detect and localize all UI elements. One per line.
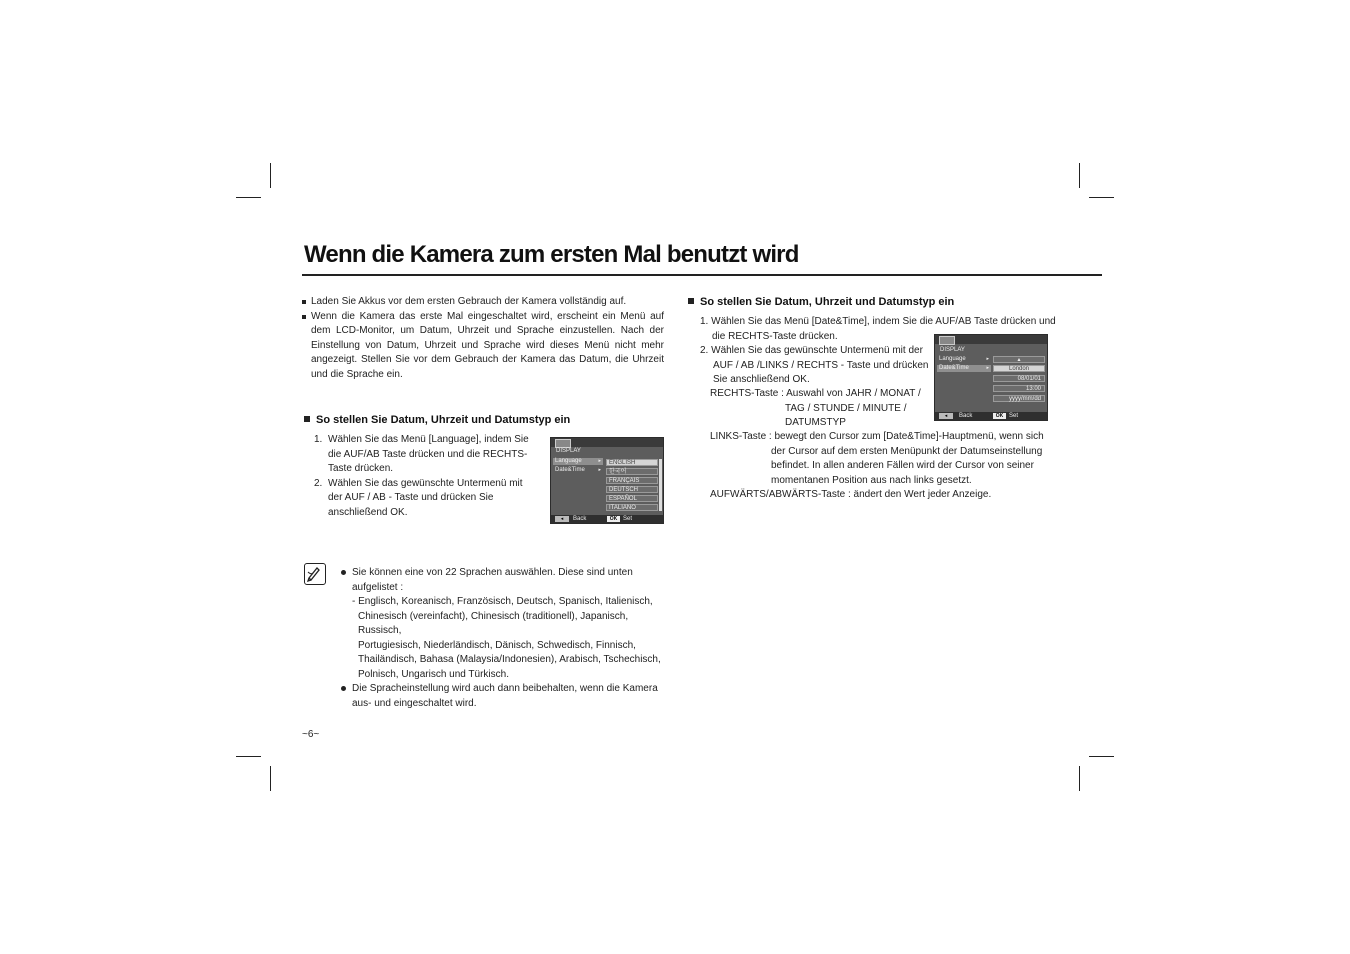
language-option: DEUTSCH xyxy=(606,486,658,493)
menu-item-datetime: Date&Time ▸ xyxy=(555,467,601,473)
crop-mark xyxy=(236,197,261,198)
right-step-1: 1. Wählen Sie das Menü [Date&Time], indem Sie die AUF/AB Taste drücken und die RECHTS-Taste drücken. xyxy=(700,316,1056,342)
left-steps xyxy=(314,433,536,520)
crop-mark xyxy=(1079,766,1080,791)
intro-item: Laden Sie Akkus vor dem ersten Gebrauch der Kamera vollständig auf. xyxy=(302,295,664,310)
crop-mark xyxy=(270,163,271,188)
crop-mark xyxy=(1089,756,1114,757)
page-number: ~6~ xyxy=(302,729,320,740)
camera-screen-datetime: DISPLAY Language ▸ Date&Time ▸ ▴ London 08/01/01 13:00 yyyy/mm/dd ◂ Back OK Set xyxy=(934,334,1048,421)
section-heading-left: So stellen Sie Datum, Uhrzeit und Datumstyp ein xyxy=(304,414,570,426)
menu-item-datetime: Date&Time ▸ xyxy=(939,365,989,371)
step: 1. Wählen Sie das Menü [Language], indem Sie die AUF/AB Taste drücken und die RECHTS-Taste drücken. xyxy=(314,434,529,474)
rechts-key: RECHTS-Taste : Auswahl von JAHR / MONAT / TAG / STUNDE / MINUTE / DATUMSTYP xyxy=(710,388,921,428)
scrollbar xyxy=(659,459,662,511)
up-arrow-icon: ▴ xyxy=(993,356,1045,363)
back-icon: ◂ xyxy=(939,413,953,419)
intro-item: Wenn die Kamera das erste Mal eingeschaltet wird, erscheint ein Menü auf dem LCD-Monitor, um Datum, Uhrzeit und Sprache einzustellen. Nach der Einstellung von Datum, Uhrzeit und Sprache wird dieses Menü nicht mehr angezeigt. Stellen Sie vor dem Gebrauch der Kamera das Datum, die Uhrzeit und die Sprache ein. xyxy=(302,310,664,383)
language-option: FRANÇAIS xyxy=(606,477,658,484)
right-step-2: 2. Wählen Sie das gewünschte Untermenü mit der AUF / AB /LINKS / RECHTS - Taste und drücken Sie anschließend OK. xyxy=(700,345,929,385)
city-value: London xyxy=(993,365,1045,372)
date-format-value: yyyy/mm/dd xyxy=(993,395,1045,402)
crop-mark xyxy=(1089,197,1114,198)
note-item: Sie können eine von 22 Sprachen auswählen. Diese sind unten aufgelistet : xyxy=(340,566,670,595)
menu-tab-icon xyxy=(939,336,955,345)
ok-icon: OK xyxy=(607,516,620,522)
intro-list xyxy=(302,295,664,382)
title-rule xyxy=(302,274,1102,276)
ok-icon: OK xyxy=(993,413,1006,419)
note-list xyxy=(340,566,670,711)
crop-mark xyxy=(236,756,261,757)
menu-tab-icon xyxy=(555,439,571,448)
camera-screen-language: DISPLAY Language ▸ Date&Time ▸ ENGLISH 한국어 FRANÇAIS DEUTSCH ESPAÑOL ITALIANO ◂ Back OK Set xyxy=(550,437,664,524)
language-option: ENGLISH xyxy=(606,459,658,466)
section-heading-right: So stellen Sie Datum, Uhrzeit und Datumstyp ein xyxy=(688,296,954,308)
date-value: 08/01/01 xyxy=(993,375,1045,382)
language-option: ESPAÑOL xyxy=(606,495,658,502)
language-list: - Englisch, Koreanisch, Französisch, Deutsch, Spanisch, Italienisch, Chinesisch (vereinfacht), Chinesisch (traditionell), Japanisch, Russisch, Portugiesisch, Niederländisch, Dänisch, Schwedisch, Finnisch, Thailändisch, Bahasa (Malaysia/Indonesien), Arabisch, Tschechisch, Polnisch, Ungarisch und Türkisch. xyxy=(352,596,661,680)
language-option: ITALIANO xyxy=(606,504,658,511)
crop-mark xyxy=(270,766,271,791)
links-key: LINKS-Taste : bewegt den Cursor zum [Date&Time]-Hauptmenü, wenn sich der Cursor auf dem ersten Menüpunkt der Datumseinstellung befindet. In allen anderen Fällen wird der Cursor von seiner momentanen Position aus nach links gesetzt. AUFWÄRTS/ABWÄRTS-Taste : ändert den Wert jeder Anzeige. xyxy=(710,431,1044,500)
back-icon: ◂ xyxy=(555,516,569,522)
note-item: Die Spracheinstellung wird auch dann beibehalten, wenn die Kamera aus- und eingeschaltet wird. xyxy=(340,682,670,711)
language-option: 한국어 xyxy=(606,468,658,475)
step: 2. Wählen Sie das gewünschte Untermenü mit der AUF / AB - Taste und drücken Sie anschließend OK. xyxy=(314,477,523,518)
note-pencil-icon xyxy=(304,563,326,585)
crop-mark xyxy=(1079,163,1080,188)
time-value: 13:00 xyxy=(993,385,1045,392)
menu-item-language: Language ▸ xyxy=(939,356,989,362)
menu-item-language: Language ▸ xyxy=(555,458,601,464)
page-title: Wenn die Kamera zum ersten Mal benutzt wird xyxy=(304,241,799,268)
